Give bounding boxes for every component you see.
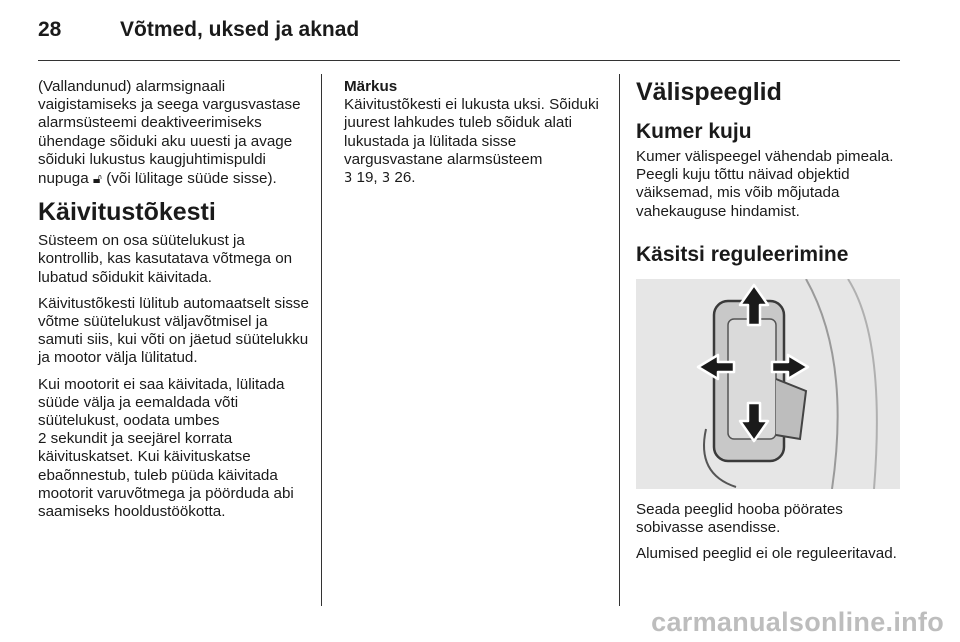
column-divider-right <box>619 74 620 606</box>
header-rule <box>38 60 900 61</box>
page-ref-arrow-icon: 3 <box>344 171 353 187</box>
manual-paragraph-2: Alumised peeglid ei ole reguleeritavad. <box>636 545 897 563</box>
note-label: Märkus <box>344 78 398 95</box>
watermark: carmanualsonline.info <box>651 607 944 637</box>
column-1 <box>38 78 310 529</box>
column-3 <box>636 78 900 571</box>
column-2 <box>344 78 606 196</box>
column-divider-left <box>321 74 322 606</box>
immobiliser-text-a: Kui mootorit ei saa käivitada, lülitada süüde välja ja eemaldada võti süütelukust, oodata umbes <box>38 375 285 430</box>
section-title-mirrors: Välispeeglid <box>636 78 782 106</box>
alarm-text-tail: (või lülitage süüde sisse). <box>106 170 277 188</box>
unlock-icon: 🔓︎ <box>92 170 102 187</box>
page-number: 28 <box>38 18 62 41</box>
alarm-paragraph <box>38 78 310 188</box>
immobiliser-text-b: 2 sekundit ja seejärel korrata käivituskatset. Kui käivituskatse ebaõnnestub, tuleb püüda käivitada mootorit varuvõtmega ja pöörduda abi saamiseks hooldustöökotta. <box>38 430 294 521</box>
manual-paragraph-1: Seada peeglid hooba pöörates sobivasse asendisse. <box>636 500 843 537</box>
note-block <box>344 78 606 188</box>
page-ref-link[interactable]: 19, <box>356 169 378 187</box>
section-title-immobiliser: Käivitustõkesti <box>38 198 216 227</box>
convex-paragraph: Kumer välispeegel vähendab pimeala. Peegli kuju tõttu näivad objektid väiksemad, mis võib mõjutada vahekauguse hindamist. <box>636 148 894 220</box>
immobiliser-paragraph-3 <box>38 376 310 522</box>
page-ref-link[interactable]: 26. <box>394 169 416 187</box>
chapter-title: Võtmed, uksed ja aknad <box>120 18 360 41</box>
subsection-title-manual: Käsitsi reguleerimine <box>636 242 849 266</box>
immobiliser-paragraph-2: Käivitustõkesti lülitub automaatselt sisse võtme süütelukust väljavõtmisel ja samuti siis, kui võti on jäetud süütelukku ja mootor välja lülitatud. <box>38 294 309 367</box>
subsection-title-convex: Kumer kuju <box>636 120 752 143</box>
mirror-adjust-arrows-icon <box>636 279 900 489</box>
note-text: Käivitustõkesti ei lukusta uksi. Sõiduki juurest lahkudes tuleb sõiduk alati lukustada ja lülitada sisse vargusvastane alarmsüsteem <box>344 96 599 168</box>
page-ref-arrow-icon: 3 <box>381 171 391 187</box>
immobiliser-paragraph-1: Süsteem on osa süütelukust ja kontrollib, kas kasutatava võtmega on lubatud sõidukit käivitada. <box>38 232 293 286</box>
alarm-text: (Vallandunud) alarmsignaali vaigistamiseks ja seega vargusvastase alarmsüsteemi deaktiveerimiseks ühendage sõiduki aku uuesti ja avage sõiduki lukustus kaugjuhtimispuldi nupuga <box>38 78 301 188</box>
